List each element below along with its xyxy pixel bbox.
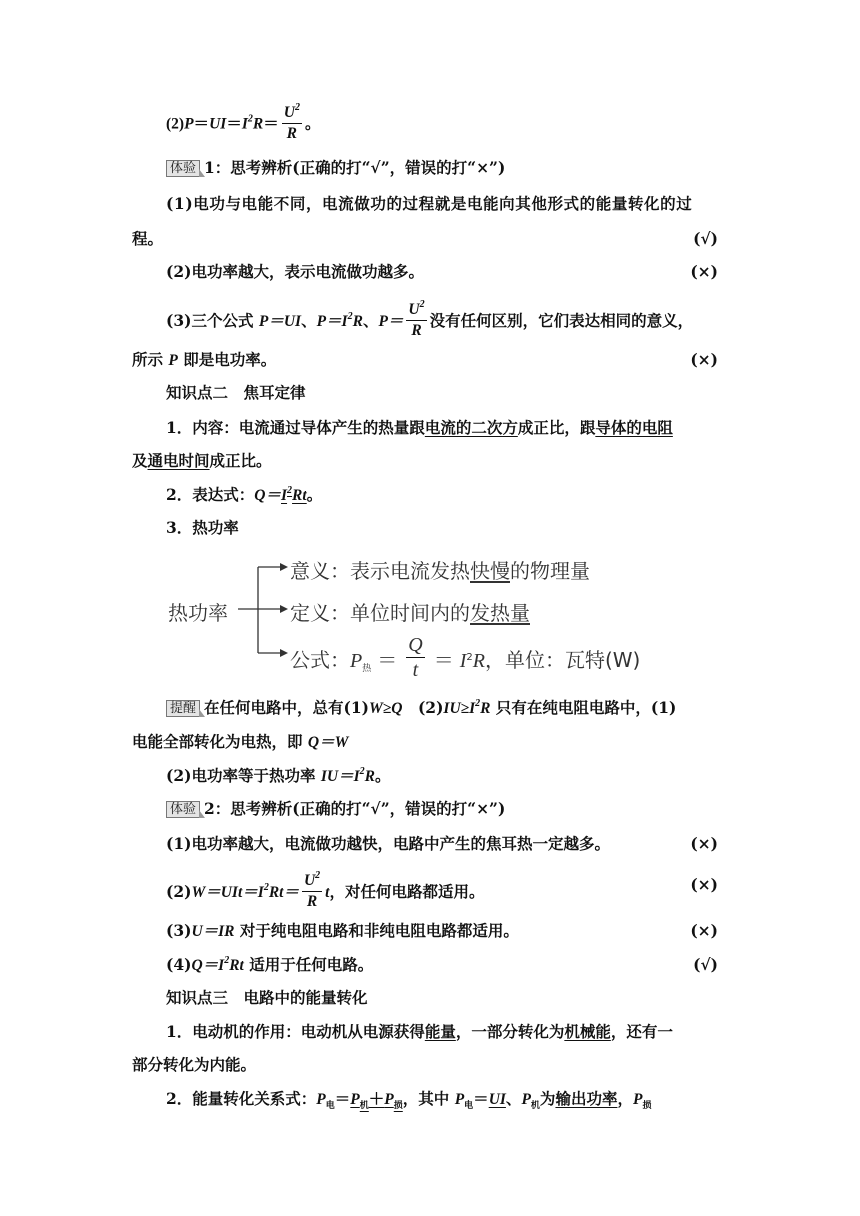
section2-item3: 3．热功率 (166, 518, 239, 537)
tiyan1-item3-mark: (×) (690, 350, 718, 369)
tiyan2-item3: (3)U＝IR 对于纯电阻电路和非纯电阻电路都适用。 (166, 921, 519, 940)
tiyan2-item4-mark: (√) (693, 955, 718, 974)
section3-item2: 2．能量转化关系式：$P_电=P_机+P_损$，其中 $P_电=UI$、$P_机$为输出功率，$P_损$ (166, 1089, 652, 1111)
tiyan1-item1-line2: 程。 (132, 229, 164, 248)
section2-title: 知识点二 焦耳定律 (166, 383, 306, 402)
tiyan2-heading: 体验 2：思考辨析(正确的打“√”，错误的打“×”) (166, 801, 505, 819)
section3-title: 知识点三 电路中的能量转化 (166, 988, 368, 1007)
tixing-tag: 提醒 (166, 700, 200, 717)
tiyan1-item2-mark: (×) (690, 262, 718, 281)
tixing-line3: (2)电功率等于热功率 $IU=I^2R$。 (166, 766, 391, 785)
diagram-branch-definition: 定义：单位时间内的发热量 (290, 601, 530, 625)
diagram-branch-meaning: 意义：表示电流发热快慢的物理量 (290, 559, 590, 583)
tiyan1-item1-line1: (1)电功与电能不同，电流做功的过程就是电能向其他形式的能量转化的过 (166, 194, 693, 213)
tiyan2-item2: $(2)W=UIt=I^2Rt=$ $\frac{U^2}{R}$ t，对任何电路都适用。 (166, 870, 485, 910)
section2-item2: 2．表达式：$Q=I^2Rt$。 (166, 485, 323, 504)
formula-power: $(2)P=UI=I^2R=$ $\frac{U^2}{R}$ 。 (166, 102, 321, 142)
heat-power-diagram (160, 545, 660, 681)
tiyan2-item1-mark: (×) (690, 834, 718, 853)
section2-item1-line2: 及通电时间成正比。 (132, 451, 272, 470)
diagram-branch-formula: 公式：$P_热$ ＝ $\frac{Q}{t}$ ＝ $I^2R$，单位：瓦特(W) (290, 634, 641, 681)
section3-item1-line2: 部分转化为内能。 (132, 1055, 257, 1074)
section2-item1-line1: 1．内容：电流通过导体产生的热量跟电流的二次方成正比，跟导体的电阻 (166, 418, 673, 437)
tiyan2-item2-mark: (×) (690, 875, 718, 894)
tixing-line1: 提醒 在任何电路中，总有(1)W≥Q $(2)IU\ge I^2R$ 只有在纯电阻电路中，(1) (166, 700, 676, 718)
diagram-root: 热功率 (168, 601, 228, 625)
tixing-line2: 电能全部转化为电热，即 Q＝W (132, 732, 349, 751)
section3-item1-line1: 1．电动机的作用：电动机从电源获得能量，一部分转化为机械能，还有一 (166, 1022, 673, 1041)
tiyan1-item3-line1: (3)三个公式 P＝UI、$P=I^2R$、P＝ $\frac{U^2}{R}$ 没有任何区别，它们表达相同的意义， (166, 299, 694, 339)
tiyan1-item3-line2: 所示 P 即是电功率。 (132, 350, 277, 369)
tiyan1-item2: (2)电功率越大，表示电流做功越多。 (166, 262, 424, 281)
tiyan2-item4: $(4)Q=I^2Rt$ 适用于任何电路。 (166, 955, 374, 974)
tiyan-tag: 体验 (166, 160, 200, 177)
tiyan1-heading: 体验 1：思考辨析(正确的打“√”，错误的打“×”) (166, 160, 505, 178)
tiyan1-item1-mark: (√) (693, 229, 718, 248)
tiyan-tag: 体验 (166, 801, 200, 818)
tiyan2-item1: (1)电功率越大，电流做功越快，电路中产生的焦耳热一定越多。 (166, 834, 610, 853)
tiyan2-item3-mark: (×) (690, 921, 718, 940)
